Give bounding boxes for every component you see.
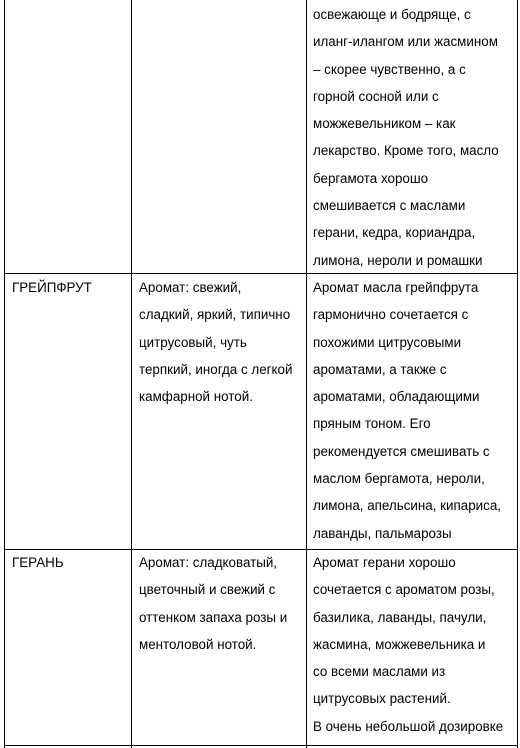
table-row-1-combination (313, 1, 515, 273)
text-line: Аромат: сладковатый, (139, 555, 278, 570)
text-line: герани, кедра, кориандра, (313, 225, 476, 241)
text-line: сочетается с ароматом розы, (313, 582, 495, 598)
text-line: ароматами, обладающими (313, 389, 480, 405)
table-border-left (4, 0, 5, 748)
text-line: похожими цитрусовыми (313, 334, 462, 350)
text-line: ароматами, а также с (313, 361, 447, 377)
text-line: гармонично сочетается с (313, 307, 469, 323)
text-line: цитрусовый, чуть (139, 334, 247, 350)
text-line: базилика, лаванды, пачули, (313, 609, 487, 625)
text-line: оттенком запаха розы и (139, 609, 288, 625)
text-line: Аромат масла грейпфрута (313, 280, 479, 295)
table-row-2-aroma (139, 274, 305, 546)
row-name: ГРЕЙПФРУТ (12, 280, 92, 295)
text-line: рекомендуется смешивать с (313, 443, 490, 459)
text-line: цветочный и свежий с (139, 582, 276, 598)
column-divider-2 (306, 0, 307, 748)
text-line: можжевельником – как (313, 116, 456, 132)
table-row-1-aroma (139, 2, 303, 270)
text-line: терпкий, иногда с легкой (139, 361, 293, 377)
text-line: лимона, апельсина, кипариса, (313, 498, 502, 514)
text-line: – скорее чувственно, а с (313, 61, 466, 77)
text-line: лимона, нероли и ромашки (313, 252, 483, 268)
text-line: иланг-илангом или жасмином (313, 34, 498, 50)
table-row-3-combination (313, 549, 515, 744)
text-line: жасмина, можжевельника и (313, 636, 486, 652)
text-line: цитрусовых растений. (313, 691, 451, 707)
table-row-3-name (12, 549, 128, 744)
table-border-right (517, 0, 518, 748)
column-divider-1 (131, 0, 132, 748)
row-name: ГЕРАНЬ (12, 555, 64, 570)
text-line: маслом бергамота, нероли, (313, 471, 485, 487)
table-row-2-name (12, 274, 128, 546)
text-line: ментоловой нотой. (139, 636, 257, 652)
text-line: пряным тоном. Его (313, 416, 431, 432)
table-row-1-name (12, 2, 128, 270)
table-row-2-combination (313, 274, 515, 546)
text-line: сладкий, яркий, типично (139, 307, 291, 323)
text-line: В очень небольшой дозировке (313, 718, 504, 734)
text-line: со всеми маслами из (313, 664, 446, 680)
text-line: лаванды, пальмарозы (313, 525, 452, 541)
text-line: лекарство. Кроме того, масло (313, 143, 499, 159)
text-line: камфарной нотой. (139, 389, 253, 405)
text-line: смешивается с маслами (313, 198, 466, 214)
table-border-bottom (4, 745, 518, 746)
text-line: освежающе и бодряще, с (313, 7, 471, 22)
text-line: горной сосной или с (313, 88, 439, 104)
table-row-3-aroma (139, 549, 305, 744)
text-line: Аромат герани хорошо (313, 555, 456, 570)
text-line: Аромат: свежий, (139, 280, 242, 295)
text-line: бергамота хорошо (313, 170, 429, 186)
